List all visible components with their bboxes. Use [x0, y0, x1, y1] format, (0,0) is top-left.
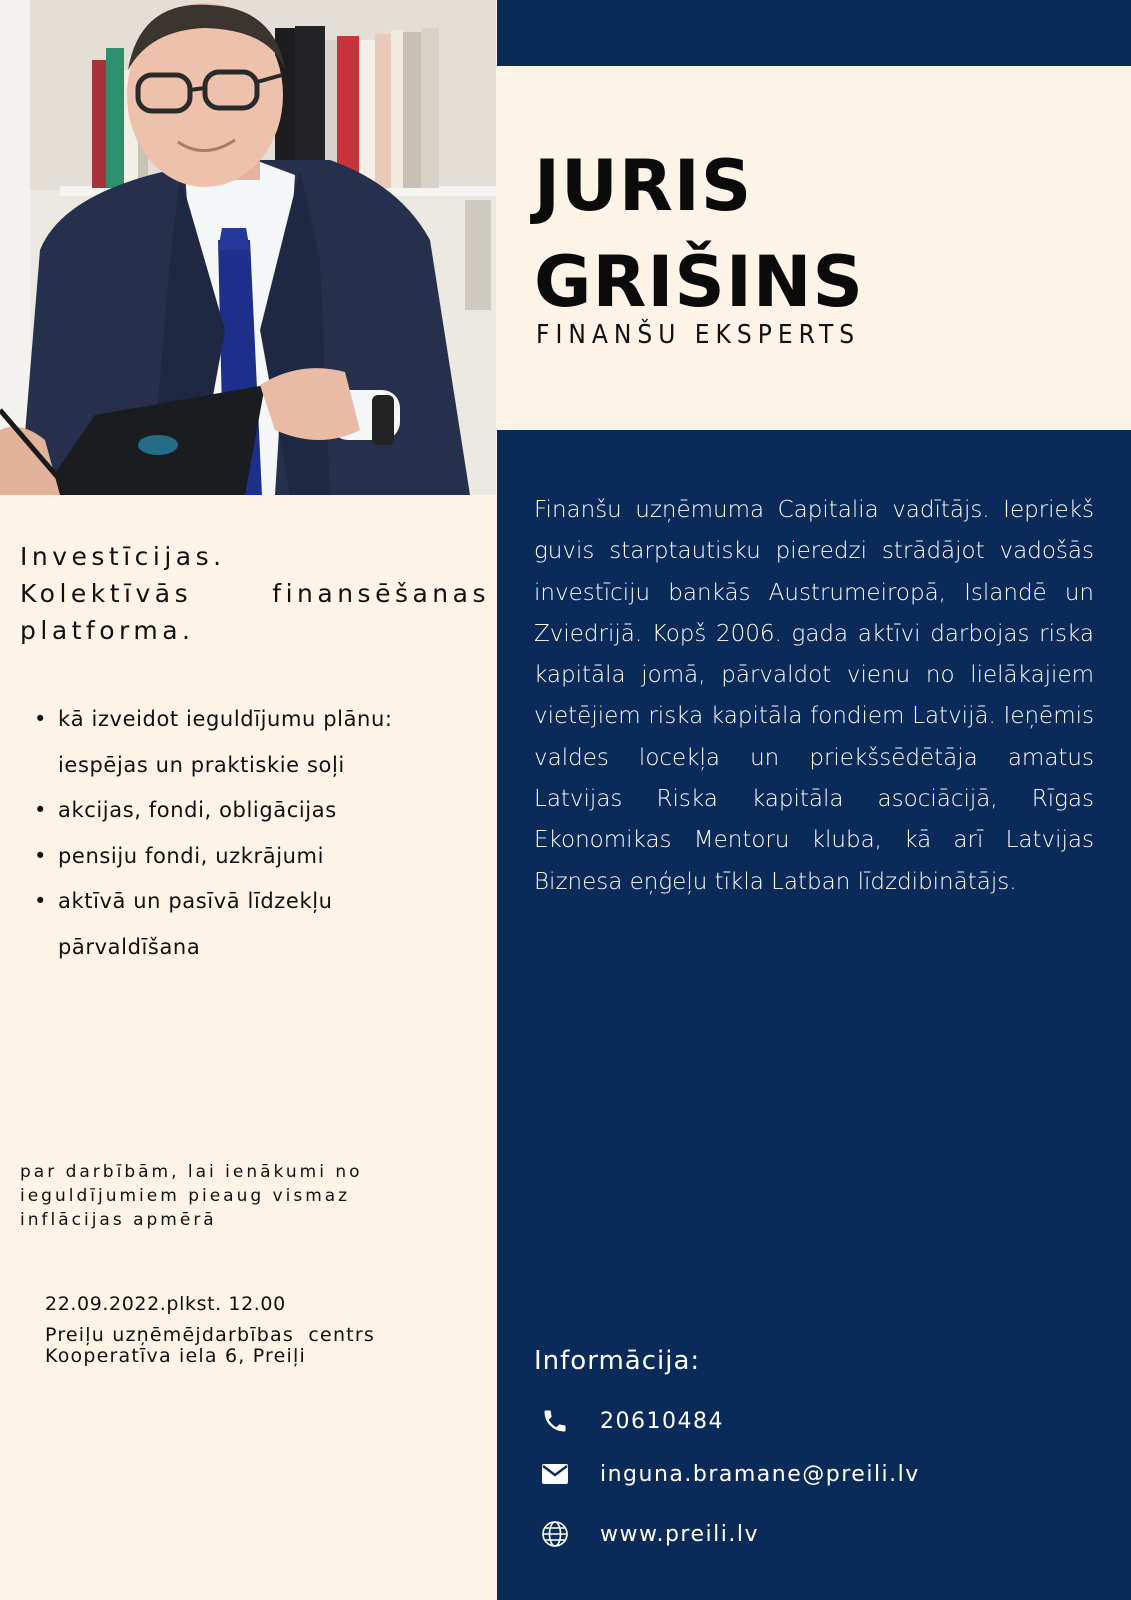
bullet-item: • pensiju fondi, uzkrājumi: [34, 834, 474, 880]
topic-bullet-list: [34, 697, 474, 971]
contact-website[interactable]: [540, 1516, 759, 1552]
topic-line-1: Investīcijas.: [20, 542, 226, 571]
topic-line-3: platforma.: [20, 616, 195, 645]
speaker-role: FINANŠU EKSPERTS: [536, 320, 861, 350]
bullet-item: • akcijas, fondi, obligācijas: [34, 788, 474, 834]
topic-line-2: Kolektīvās finansēšanas: [20, 579, 490, 608]
event-datetime: 22.09.2022.plkst. 12.00: [45, 1293, 286, 1315]
last-name: GRIŠINS: [534, 241, 864, 323]
event-venue: Preiļu uzņēmējdarbības centrs: [45, 1324, 375, 1346]
globe-icon: [540, 1519, 570, 1549]
contact-phone[interactable]: [540, 1403, 724, 1439]
event-details: [45, 1292, 375, 1367]
phone-icon: [540, 1406, 570, 1436]
first-name: JURIS: [534, 145, 753, 227]
mail-icon: [540, 1459, 570, 1489]
phone-number: 20610484: [600, 1408, 724, 1434]
bullet-item: • kā izveidot ieguldījumu plānu: iespējas un praktiskie soļi: [34, 697, 474, 788]
bio-text: Finanšu uzņēmuma Capitalia vadītājs. Iepriekš guvis starptautisku pieredzi strādājot vadošās investīciju bankās Austrumeiropā, Islandē un Zviedrijā. Kopš 2006. gada aktīvi darbojas riska kapitāla jomā, pārvaldot vienu no lielākajiem vietējiem riska kapitāla fondiem Latvijā. Ieņēmis valdes locekļa un priekšsēdētāja amatus Latvijas Riska kapitāla asociācijā, Rīgas Ekonomikas Mentoru kluba, kā arī Latvijas Biznesa eņģeļu tīkla Latban līdzdibinātājs.: [534, 497, 1094, 895]
portrait-photo: [0, 0, 496, 495]
contact-email[interactable]: [540, 1456, 920, 1492]
speaker-name: [534, 138, 864, 330]
bullet-item: • aktīvā un pasīvā līdzekļu pārvaldīšana: [34, 879, 474, 970]
email-address: inguna.bramane@preili.lv: [600, 1461, 920, 1487]
goal-text: par darbībām, lai ienākumi no ieguldījumiem pieaug vismaz inflācijas apmērā: [20, 1162, 363, 1230]
website-url: www.preili.lv: [600, 1521, 759, 1547]
top-band: [497, 0, 1131, 66]
event-address: Kooperatīva iela 6, Preiļi: [45, 1345, 306, 1367]
info-title: Informācija:: [534, 1346, 701, 1376]
topic-heading: [20, 538, 490, 649]
